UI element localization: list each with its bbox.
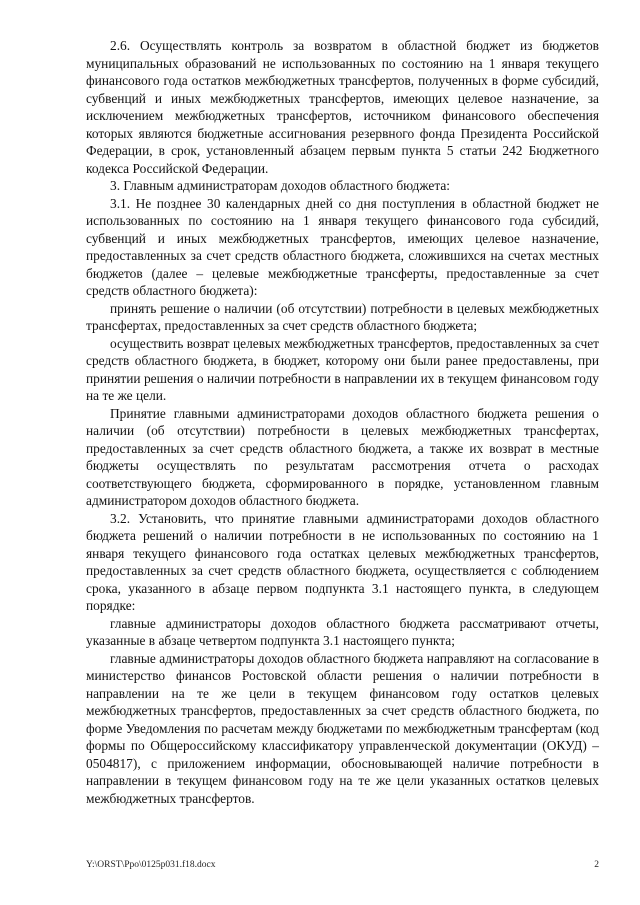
paragraph-3-2: 3.2. Установить, что принятие главными администраторами доходов областного бюджета решений о наличии потребности в не использованных по состоянию на 1 января текущего финансового года остатках целевых межбюджетных трансфертов, предоставленных за счет средств областного бюджета, осуществляется с соблюдением срока, указанного в абзаце первом подпункта 3.1 настоящего пункта, в следующем порядке: — [86, 510, 599, 613]
paragraph-2-6: 2.6. Осуществлять контроль за возвратом в областной бюджет из бюджетов муниципальных образований не использованных по состоянию на 1 января текущего финансового года остатков межбюджетных трансфертов, полученных в форме субсидий, субвенций и иных межбюджетных трансфертов, имеющих целевое назначение, за исключением межбюджетных трансфертов, источником финансового обеспечения которых являются бюджетные ассигнования резервного фонда Президента Российской Федерации, в срок, установленный абзацем первым пункта 5 статьи 242 Бюджетного кодекса Российской Федерации. — [86, 38, 599, 176]
paragraph-decide-need: принять решение о наличии (об отсутствии) потребности в целевых межбюджетных трансфертах, предоставленных за счет средств областного бюджета; — [86, 300, 599, 333]
paragraph-decision-procedure: Принятие главными администраторами доходов областного бюджета решения о наличии (об отсутствии) потребности в целевых межбюджетных трансфертах, предоставленных за счет средств областного бюджета, а также их возврат в местные бюджеты осуществлять по результатам рассмотрения отчета о расходах соответствующего бюджета, сформированного в порядке, установленном главным администратором доходов областного бюджета. — [86, 405, 599, 508]
paragraph-send-approval: главные администраторы доходов областного бюджета направляют на согласование в министерство финансов Ростовской области решения о наличии потребности в направлении на те же цели в текущем финансовом году остатков целевых межбюджетных трансфертов, предоставленных за счет средств областного бюджета, по форме Уведомления по расчетам между бюджетами по межбюджетным трансфертам (код формы по Общероссийскому классификатору управленческой документации (ОКУД) – 0504817), с приложением информации, обосновывающей наличие потребности в направлении в текущем финансовом году на те же цели указанных остатков целевых межбюджетных трансфертов. — [86, 650, 599, 806]
paragraph-3: 3. Главным администраторам доходов областного бюджета: — [110, 178, 451, 193]
file-path: Y:\ORST\Ppo\0125p031.f18.docx — [86, 860, 216, 870]
paragraph-review-reports: главные администраторы доходов областного бюджета рассматривают отчеты, указанные в абзаце четвертом подпункта 3.1 настоящего пункта; — [86, 615, 599, 648]
page-number: 2 — [594, 860, 599, 870]
paragraph-3-1: 3.1. Не позднее 30 календарных дней со дня поступления в областной бюджет не использованных по состоянию на 1 января текущего финансового года субсидий, субвенций и иных межбюджетных трансфертов, имеющих целевое назначение, предоставленных за счет средств областного бюджета, сложившихся на счетах местных бюджетов (далее – целевые межбюджетные трансферты, предоставленные за счет средств областного бюджета): — [86, 195, 599, 298]
document-body — [86, 37, 599, 807]
paragraph-return-transfers: осуществить возврат целевых межбюджетных трансфертов, предоставленных за счет средств областного бюджета, в бюджет, которому они были ранее предоставлены, при принятии решения о наличии потребности в направлении их в текущем финансовом году на те же цели. — [86, 335, 599, 403]
